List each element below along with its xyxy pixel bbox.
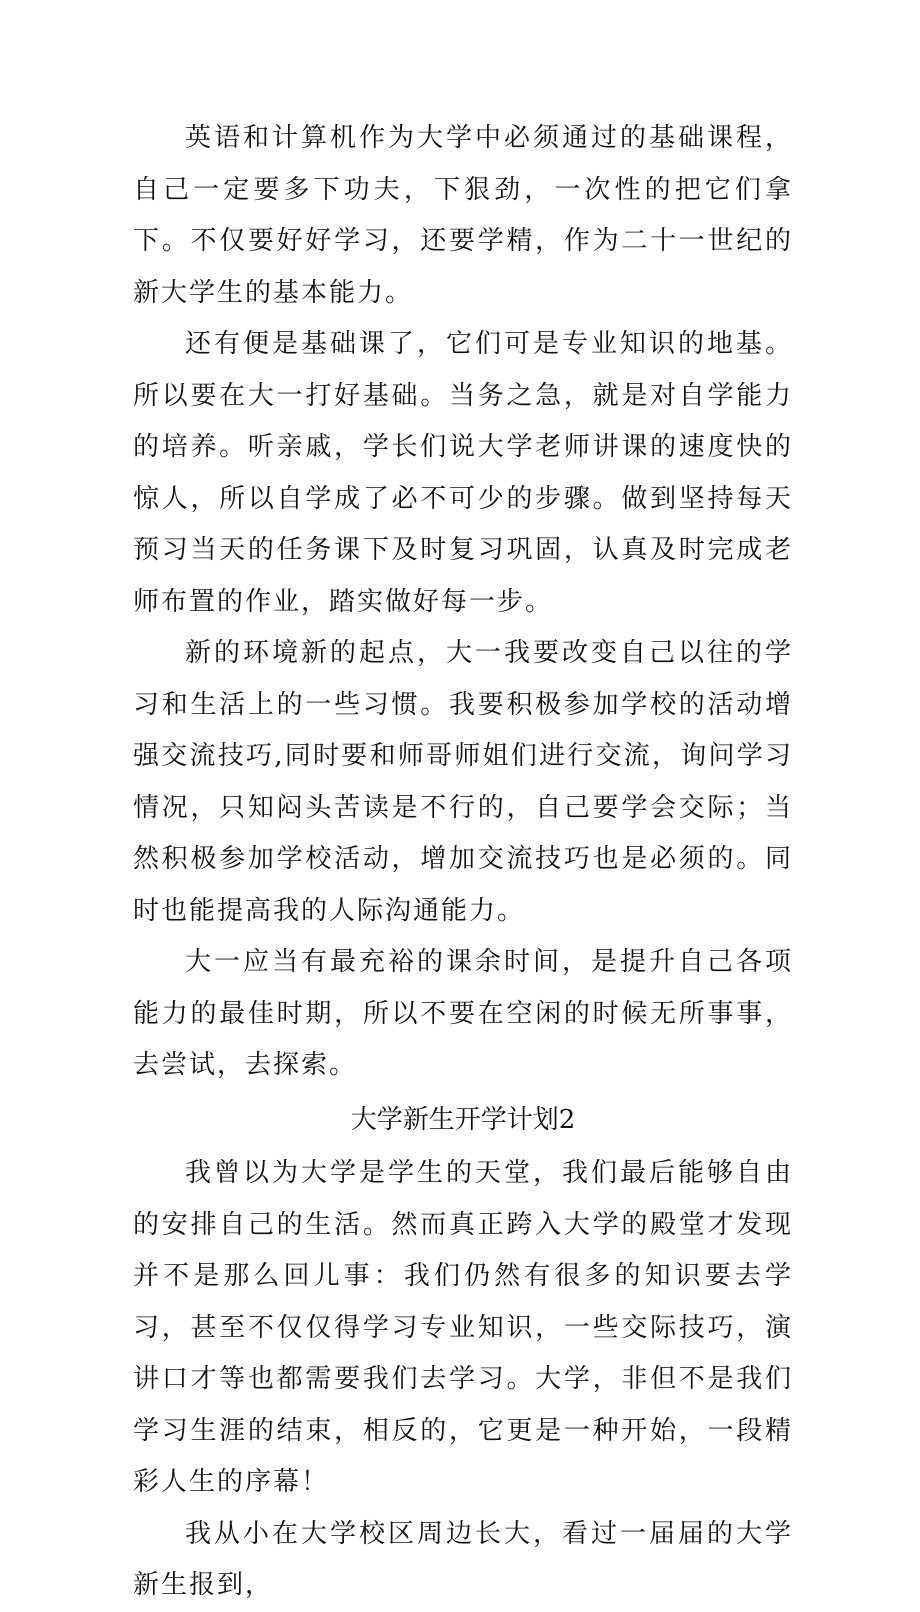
section-heading: 大学新生开学计划2 xyxy=(350,1104,576,1135)
paragraph-spare-time: 大一应当有最充裕的课余时间，是提升自己各项能力的最佳时期，所以不要在空闲的时候无所事事，去尝试，去探索。 xyxy=(133,947,793,1080)
paragraph-basic-courses: 还有便是基础课了，它们可是专业知识的地基。所以要在大一打好基础。当务之急，就是对自学能力的培养。听亲戚，学长们说大学老师讲课的速度快的惊人，所以自学成了必不可少的步骤。做到坚持每天预习当天的任务课下及时复习巩固，认真及时完成老师布置的作业，踏实做好每一步。 xyxy=(133,329,793,617)
paragraph-university-paradise: 我曾以为大学是学生的天堂，我们最后能够自由的安排自己的生活。然而真正跨入大学的殿堂才发现并不是那么回儿事：我们仍然有很多的知识要去学习，甚至不仅仅得学习专业知识，一些交际技巧，演讲口才等也都需要我们去学习。大学，非但不是我们学习生涯的结束，相反的，它更是一种开始，一段精彩人生的序幕！ xyxy=(133,1158,793,1497)
document-page xyxy=(133,113,793,1612)
paragraph-english-computer: 英语和计算机作为大学中必须通过的基础课程，自己一定要多下功夫，下狠劲，一次性的把它们拿下。不仅要好好学习，还要学精，作为二十一世纪的新大学生的基本能力。 xyxy=(133,123,793,308)
paragraph-new-environment: 新的环境新的起点，大一我要改变自己以往的学习和生活上的一些习惯。我要积极参加学校的活动增强交流技巧,同时要和师哥师姐们进行交流，询问学习情况，只知闷头苦读是不行的，自己要学会交际；当然积极参加学校活动，增加交流技巧也是必须的。同时也能提高我的人际沟通能力。 xyxy=(133,638,793,926)
paragraph-grew-up-near-campus: 我从小在大学校区周边长大，看过一届届的大学新生报到， xyxy=(133,1518,793,1600)
